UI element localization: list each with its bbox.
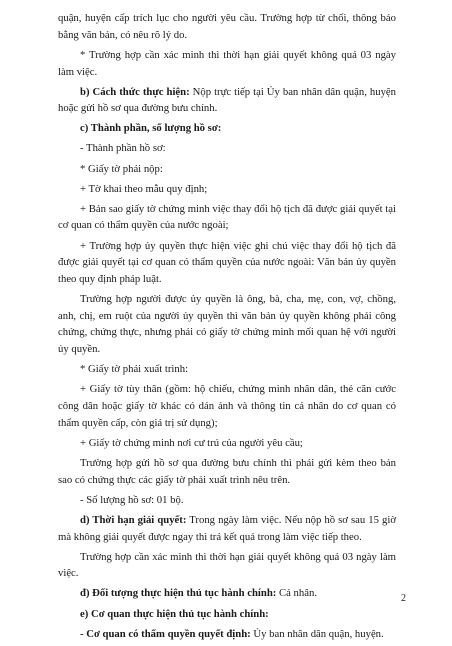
list-item: + Tờ khai theo mẫu quy định; xyxy=(80,182,208,195)
section-heading-c: c) Thành phần, số lượng hồ sơ: xyxy=(80,122,222,135)
section-heading-e: e) Cơ quan thực hiện thủ tục hành chính: xyxy=(80,607,269,620)
list-item: + Bản sao giấy tờ chứng minh việc thay đổi hộ tịch đã được giải quyết tại cơ quan có thẩm quyền của nước ngoài; xyxy=(58,202,396,232)
list-item: + Trường hợp ủy quyền thực hiện việc ghi chú việc thay đổi hộ tịch đã được giải quyết tại cơ quan có thẩm quyền của nước ngoài: Văn bản ủy quyền theo quy định pháp luật. xyxy=(58,239,396,285)
paragraph: quận, huyện cấp trích lục cho người yêu cầu. Trường hợp từ chối, thông báo bằng văn bản, có nêu rõ lý do. xyxy=(58,12,396,41)
paragraph xyxy=(58,585,396,602)
paragraph-text: Trong ngày làm việc. Nếu nộp hồ sơ sau 15 giờ mà không giải quyết được ngay thì trả kết quả trong làm việc tiếp theo. xyxy=(58,513,396,543)
section-heading-dd: đ) Đối tượng thực hiện thủ tục hành chính: xyxy=(80,587,277,600)
paragraph-text: Nộp trực tiếp tại Ủy ban nhân dân quận, huyện hoặc gửi hồ sơ qua đường bưu chính. xyxy=(58,85,396,115)
paragraph-text: Cá nhân. xyxy=(276,587,317,600)
list-item: + Giấy tờ chứng minh nơi cư trú của người yêu cầu; xyxy=(80,436,303,449)
paragraph: Trường hợp gửi hồ sơ qua đường bưu chính thì phải gửi kèm theo bản sao có chứng thực các giấy tờ phải xuất trình nêu trên. xyxy=(58,456,396,486)
paragraph: * Trường hợp cần xác minh thì thời hạn giải quyết không quá 03 ngày làm việc. xyxy=(58,48,396,78)
section-heading-d: d) Thời hạn giải quyết: xyxy=(80,513,187,526)
paragraph: * Giấy tờ phải nộp: xyxy=(80,162,163,175)
paragraph: Trường hợp cần xác minh thì thời hạn giải quyết không quá 03 ngày làm việc. xyxy=(58,550,396,580)
document-body xyxy=(58,10,396,646)
page-number: 2 xyxy=(401,593,406,604)
paragraph-text: Ủy ban nhân dân quận, huyện. xyxy=(250,627,384,640)
paragraph: - Thành phần hồ sơ: xyxy=(80,142,166,155)
paragraph: Trường hợp người được ủy quyền là ông, bà, cha, mẹ, con, vợ, chồng, anh, chị, em ruột của người ủy quyền thì văn bản ủy quyền không phải công chứng, chứng thực, nhưng phải có giấy tờ chứng minh mối quan hệ với người ủy quyền. xyxy=(58,293,396,356)
field-label: - Cơ quan có thẩm quyền quyết định: xyxy=(80,627,251,640)
section-heading-b: b) Cách thức thực hiện: xyxy=(80,85,190,98)
paragraph xyxy=(58,84,396,117)
paragraph: * Giấy tờ phải xuất trình: xyxy=(80,363,189,376)
paragraph xyxy=(58,512,396,545)
list-item: + Giấy tờ tùy thân (gồm: hộ chiếu, chứng minh nhân dân, thẻ căn cước công dân hoặc giấy tờ khác có dán ảnh và thông tin cá nhân do cơ quan có thẩm quyền cấp, còn giá trị sử dụng); xyxy=(58,383,396,429)
paragraph: - Số lượng hồ sơ: 01 bộ. xyxy=(80,493,184,506)
